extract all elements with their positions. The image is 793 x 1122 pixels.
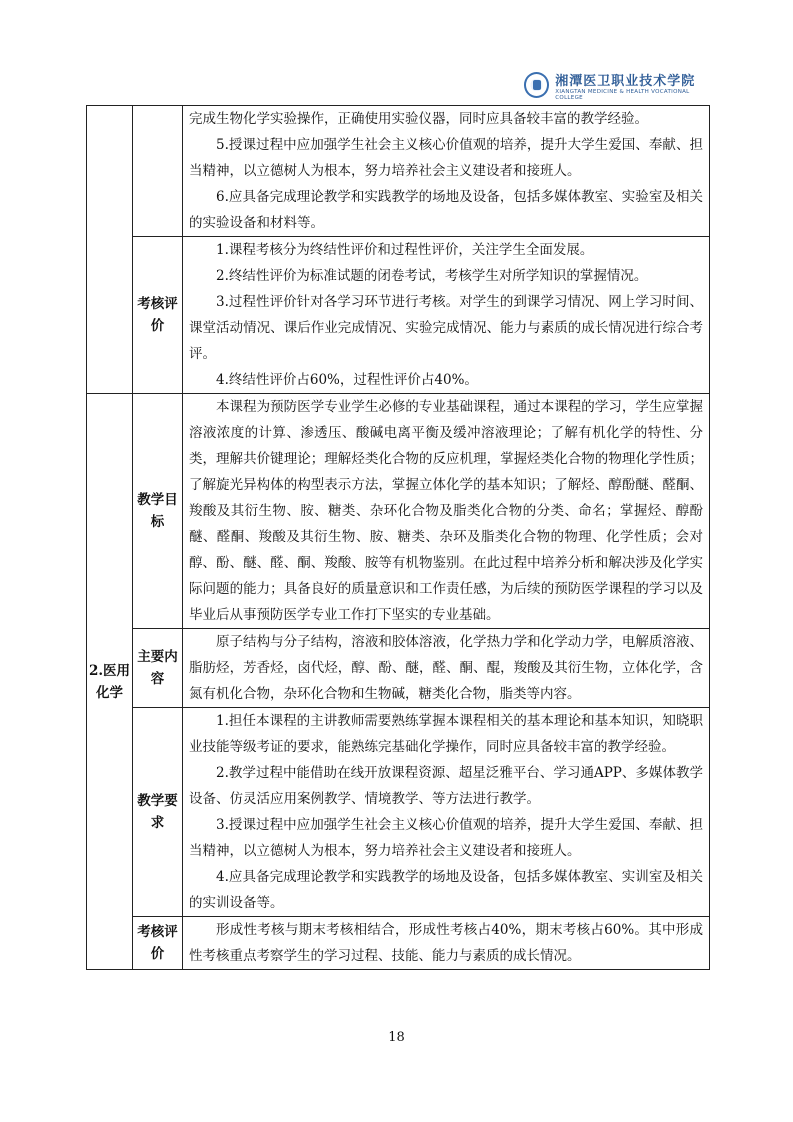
table-row [87,237,710,394]
assessment-label: 考核评价 [133,917,183,970]
paragraph: 2.终结性评价为标准试题的闭卷考试，考核学生对所学知识的掌握情况。 [216,268,648,284]
course-name: 2.医用化学 [87,394,133,970]
goal-content-cell [183,394,710,629]
table-row [87,394,710,629]
table-row [87,708,710,917]
table-row [87,106,710,237]
course-table [86,105,710,970]
paragraph: 4.应具备完成理论教学和实践教学的场地及设备，包括多媒体教室、实训室及相关的实训设备等。 [189,869,703,911]
paragraph: 4.终结性评价占60%，过程性评价占40%。 [216,372,478,388]
paragraph: 2.教学过程中能借助在线开放课程资源、超星泛雅平台、学习通APP、多媒体教学设备、仿灵活应用案例教学、情境教学、等方法进行教学。 [189,765,703,807]
paragraph: 3.授课过程中应加强学生社会主义核心价值观的培养，提升大学生爱国、奉献、担当精神，以立德树人为根本，努力培养社会主义建设者和接班人。 [189,817,703,859]
table-row [87,629,710,708]
logo-text [555,70,714,101]
paragraph: 1.担任本课程的主讲教师需要熟练掌握本课程相关的基本理论和基本知识，知晓职业技能等级考证的要求，能熟练完基础化学操作，同时应具备较丰富的教学经验。 [189,713,703,755]
paragraph: 形成性考核与期末考核相结合，形成性考核占40%，期末考核占60%。其中形成性考核重点考察学生的学习过程、技能、能力与素质的成长情况。 [189,922,703,964]
requirements-label: 教学要求 [133,708,183,917]
college-emblem-icon [524,72,549,98]
paragraph: 原子结构与分子结构，溶液和胶体溶液，化学热力学和化学动力学，电解质溶液、脂肪烃，芳香烃，卤代烃，醇、酚、醚，醛、酮、醌，羧酸及其衍生物，立体化学，含氮有机化合物，杂环化合物和生物碱，糖类化合物，脂类等内容。 [189,634,703,702]
paragraph: 6.应具备完成理论教学和实践教学的场地及设备，包括多媒体教室、实验室及相关的实验设备和材料等。 [189,189,703,231]
requirements-content-cell [183,708,710,917]
logo-chinese-name: 湘潭医卫职业技术学院 [555,73,696,89]
course-cell-previous [87,106,133,394]
page-number: 18 [388,1030,405,1045]
requirements-continued-cell [183,106,710,237]
paragraph: 1.课程考核分为终结性评价和过程性评价，关注学生全面发展。 [216,242,594,258]
table-row [87,917,710,970]
assessment-content-cell [183,237,710,394]
main-content-cell [183,629,710,708]
assessment-content-cell [183,917,710,970]
assessment-label: 考核评价 [133,237,183,394]
content-label: 主要内容 [133,629,183,708]
paragraph: 3.过程性评价针对各学习环节进行考核。对学生的到课学习情况、网上学习时间、课堂活动情况、课后作业完成情况、实验完成情况、能力与素质的成长情况进行综合考评。 [189,294,703,362]
goal-label: 教学目标 [133,394,183,629]
label-cell-empty [133,106,183,237]
paragraph: 完成生物化学实验操作，正确使用实验仪器，同时应具备较丰富的教学经验。 [189,111,648,127]
paragraph: 本课程为预防医学专业学生必修的专业基础课程，通过本课程的学习，学生应掌握溶液浓度的计算、渗透压、酸碱电离平衡及缓冲溶液理论；了解有机化学的特性、分类，理解共价键理论；理解烃类化合物的反应机理，掌握烃类化合物的物理化学性质；了解旋光异构体的构型表示方法，掌握立体化学的基本知识；了解烃、醇酚醚、醛酮、羧酸及其衍生物、胺、糖类、杂环化合物及脂类化合物的分类、命名；掌握烃、醇酚醚、醛酮、羧酸及其衍生物、胺、糖类、杂环及脂类化合物的物理、化学性质；会对醇、酚、醚、醛、酮、羧酸、胺等有机物鉴别。在此过程中培养分析和解决涉及化学实际问题的能力；具备良好的质量意识和工作责任感，为后续的预防医学课程的学习以及毕业后从事预防医学专业工作打下坚实的专业基础。 [189,399,703,623]
logo-english-name: XIANGTAN MEDICINE & HEALTH VOCATIONAL COLLEGE [555,88,690,101]
paragraph: 5.授课过程中应加强学生社会主义核心价值观的培养，提升大学生爱国、奉献、担当精神，以立德树人为根本，努力培养社会主义建设者和接班人。 [189,137,703,179]
college-logo [524,70,714,100]
